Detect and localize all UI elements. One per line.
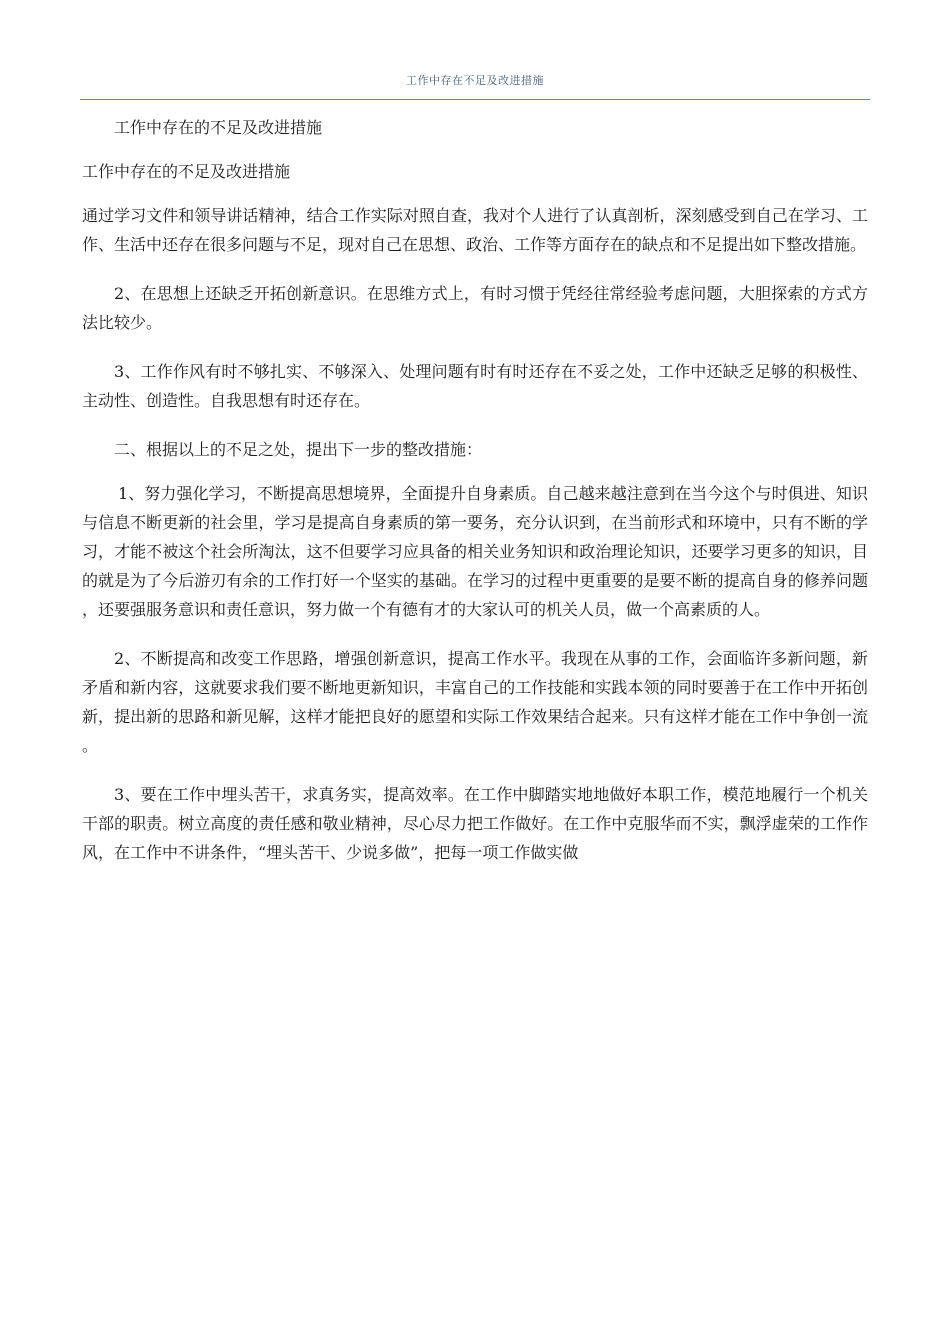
section-heading: 二、根据以上的不足之处，提出下一步的整改措施： [114,440,483,459]
document-title-indented: 工作中存在的不足及改进措施 [114,118,323,137]
problem-paragraph-2: 2、在思想上还缺乏开拓创新意识。在思维方式上，有时习惯于凭经往常经验考虑问题，大胆探索的方式方法比较少。 [82,284,868,332]
running-header: 工作中存在不足及改进措施 [406,74,544,87]
problem-paragraph-3: 3、工作作风有时不够扎实、不够深入、处理问题有时有时还存在不妥之处，工作中还缺乏足够的积极性、主动性、创造性。自我思想有时还存在。 [82,362,868,410]
header-divider [80,99,870,100]
measure-paragraph-2: 2、不断提高和改变工作思路，增强创新意识，提高工作水平。我现在从事的工作，会面临许多新问题，新矛盾和新内容，这就要求我们要不断地更新知识，丰富自己的工作技能和实践本领的同时要善于在工作中开拓创新，提出新的思路和新见解，这样才能把良好的愿望和实际工作效果结合起来。只有这样才能在工作中争创一流。 [82,649,868,755]
measure-paragraph-3: 3、要在工作中埋头苦干，求真务实，提高效率。在工作中脚踏实地地做好本职工作，模范地履行一个机关干部的职责。树立高度的责任感和敬业精神，尽心尽力把工作做好。在工作中克服华而不实，飘浮虚荣的工作作风，在工作中不讲条件，“埋头苦干、少说多做”，把每一项工作做实做 [82,785,868,862]
measure-paragraph-1: 1、努力强化学习，不断提高思想境界，全面提升自身素质。自己越来越注意到在当今这个与时俱进、知识与信息不断更新的社会里，学习是提高自身素质的第一要务，充分认识到，在当前形式和环境中，只有不断的学习，才能不被这个社会所淘汰，这不但要学习应具备的相关业务知识和政治理论知识，还要学习更多的知识，目的就是为了今后游刃有余的工作打好一个坚实的基础。在学习的过程中更重要的是要不断的提高自身的修养问题，还要强服务意识和责任意识，努力做一个有德有才的大家认可的机关人员，做一个高素质的人。 [82,484,868,619]
document-title: 工作中存在的不足及改进措施 [82,162,291,181]
intro-paragraph: 通过学习文件和领导讲话精神，结合工作实际对照自查，我对个人进行了认真剖析，深刻感受到自己在学习、工作、生活中还存在很多问题与不足，现对自己在思想、政治、工作等方面存在的缺点和不足提出如下整改措施。 [82,206,868,254]
document-body [82,113,868,867]
